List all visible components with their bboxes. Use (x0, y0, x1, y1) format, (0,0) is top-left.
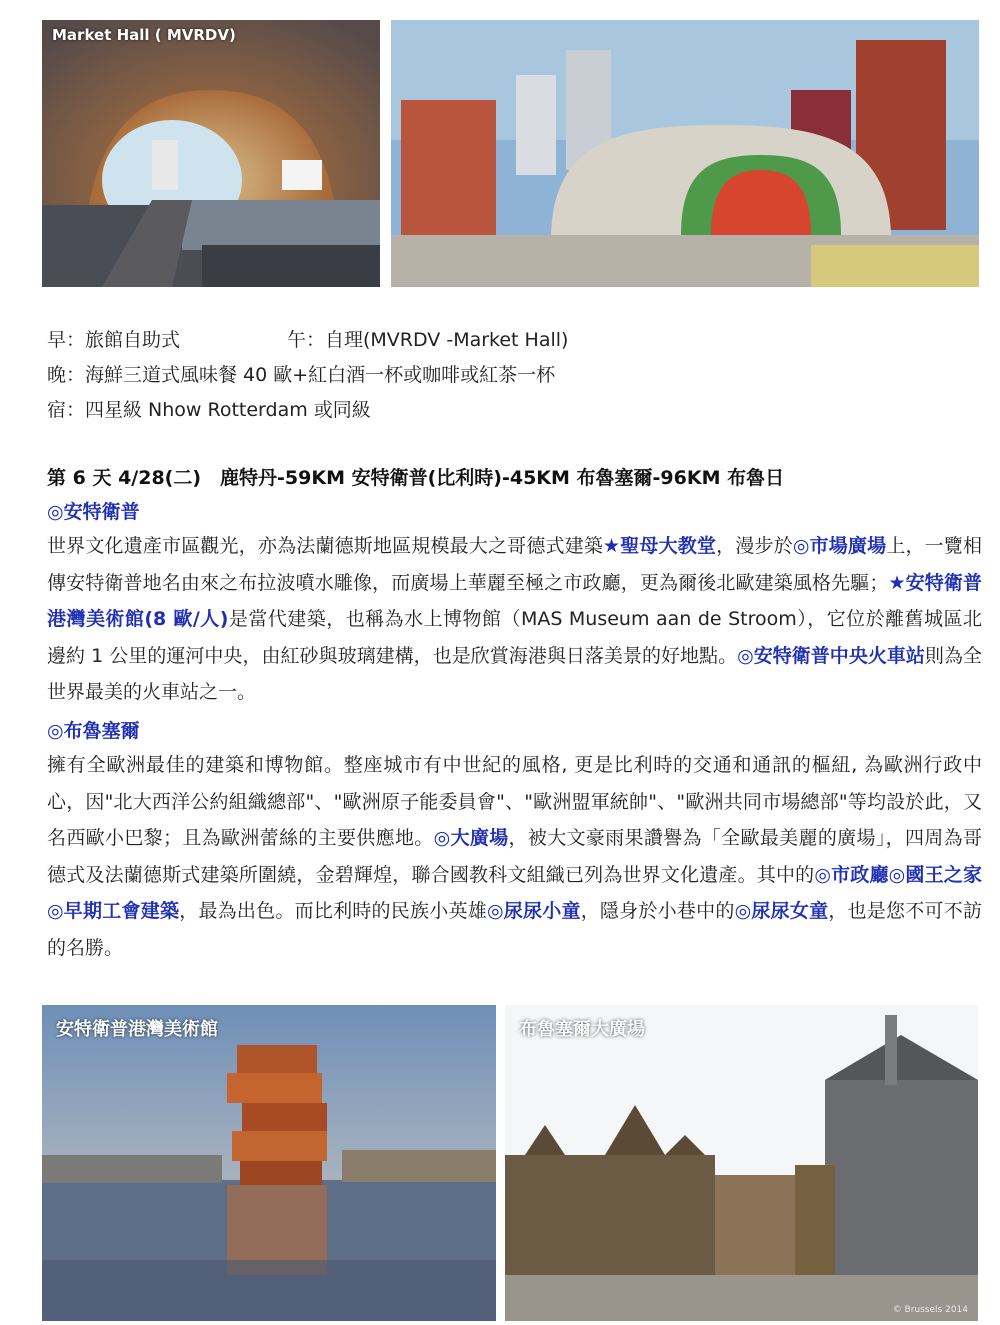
market-square-highlight: ◎市場廣場 (792, 535, 887, 557)
mas-museum-highlight: ★安特衛普港灣美術館(8 歐/人) (47, 571, 982, 630)
central-station-highlight: ◎安特衛普中央火車站 (737, 644, 925, 667)
antwerp-text-1: 世界文化遺產市區觀光，亦為法蘭德斯地區規模最大之哥德式建築 (47, 535, 604, 557)
meal-line-1 (47, 323, 568, 358)
antwerp-text-5: 則為全世界最美的火車站之一。 (47, 644, 982, 703)
brussels-paragraph (47, 747, 982, 966)
lunch-text: 午：自理(MVRDV -Market Hall) (287, 329, 569, 351)
mas-museum-photo (42, 1005, 496, 1321)
town-hall-highlight: ◎市政廳 (814, 863, 889, 886)
market-hall-exterior-photo (391, 20, 979, 287)
brussels-text-3: ，最為出色。而比利時的民族小英雄 (179, 900, 487, 922)
breakfast-text: 早：旅館自助式 (47, 329, 181, 351)
antwerp-text-4: 是當代建築，也稱為水上博物館（MAS Museum aan de Stroom），它位於離舊城區北邊約 1 公里的運河中央，由紅砂與玻璃建構，也是欣賞海港與日落美景的好地點。 (47, 608, 982, 667)
antwerp-title: ◎安特衛普 (47, 501, 140, 523)
dinner-text: 晚：海鮮三道式風味餐 40 歐+紅白酒一杯或咖啡或紅茶一杯 (47, 364, 556, 386)
brussels-title: ◎布魯塞爾 (47, 720, 140, 742)
grand-place-photo (505, 1005, 978, 1321)
brussels-text-1: 擁有全歐洲最佳的建築和博物館。整座城市有中世紀的風格, 更是比利時的交通和通訊的樞紐, 為歐洲行政中心，因"北大西洋公約組織總部"、"歐洲原子能委員會"、"歐洲盟軍統帥"、"歐洲共同市場總部"等均設於此，又名西歐小巴黎；且為歐洲蕾絲的主要供應地。 (47, 754, 982, 849)
brussels-text-4: ，隱身於小巷中的 (580, 900, 735, 922)
day-header: 第 6 天 4/28(二) 鹿特丹-59KM 安特衛普(比利時)-45KM 布魯塞爾-96KM 布魯日 (47, 467, 785, 489)
notre-dame-highlight: ★聖母大教堂 (603, 535, 717, 557)
market-hall-interior-photo (42, 20, 380, 287)
brussels-text-5: ，也是您不可不訪的名勝。 (47, 900, 982, 959)
grand-place-caption: 布魯塞爾大廣場 (519, 1019, 645, 1040)
manneken-pis-highlight: ◎尿尿小童 (486, 900, 581, 922)
brussels-text-2: ，被大文豪雨果讚譽為「全歐最美麗的廣場」，四周為哥德式及法蘭德斯式建築所圍繞，金碧輝煌，聯合國教科文組織已列為世界文化遺產。其中的 (47, 827, 982, 886)
jeanneke-pis-highlight: ◎尿尿女童 (734, 900, 829, 922)
antwerp-text-2: ，漫步於 (716, 535, 793, 557)
antwerp-paragraph (47, 528, 982, 711)
grand-place-highlight: ◎大廣場 (433, 827, 509, 849)
meals-block (47, 323, 568, 428)
grand-place-watermark: © Brussels 2014 (892, 1305, 968, 1315)
hotel-text: 宿：四星級 Nhow Rotterdam 或同級 (47, 399, 371, 421)
kings-house-highlight: ◎國王之家 (888, 863, 982, 886)
mas-museum-caption: 安特衛普港灣美術館 (56, 1019, 218, 1040)
guild-houses-highlight: ◎早期工會建築 (47, 900, 180, 922)
market-hall-caption: Market Hall ( MVRDV) (52, 26, 236, 44)
antwerp-text-3: 上，一覽相傳安特衛普地名由來之布拉波噴水雕像，而廣場上華麗至極之市政廳，更為爾後北歐建築風格先驅； (47, 535, 982, 594)
